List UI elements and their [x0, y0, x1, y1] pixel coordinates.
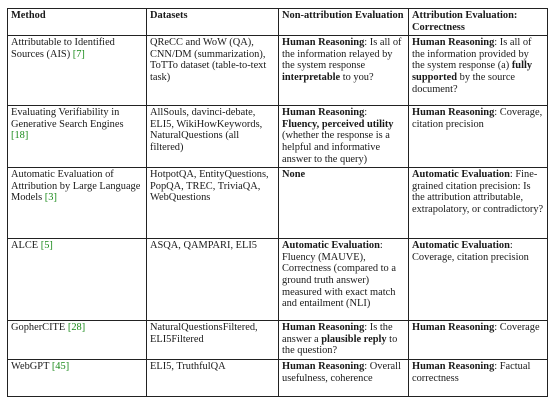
- method-cell: [8, 106, 147, 168]
- method-name: Automatic Evaluation of Attribution by Large Language Models: [11, 169, 141, 204]
- bold-text: Human Reasoning: [412, 37, 495, 49]
- datasets-cell: QReCC and WoW (QA), CNN/DM (summarization), ToTTo dataset (table-to-text task): [147, 36, 279, 106]
- table-row: [8, 36, 548, 106]
- table-row: [8, 359, 548, 396]
- comparison-table: [7, 8, 548, 397]
- attribution-cell: [409, 36, 548, 106]
- bold-text: interpretable: [282, 71, 341, 83]
- table-row: [8, 106, 548, 168]
- bold-text: Human Reasoning: [282, 107, 365, 119]
- text-segment: : Coverage, citation precision: [412, 107, 543, 130]
- text-segment: to you?: [340, 71, 374, 83]
- method-cell: [8, 321, 147, 360]
- datasets-cell: ELI5, TruthfulQA: [147, 359, 279, 396]
- method-name: WebGPT: [11, 360, 50, 372]
- text-segment: by the source document?: [412, 71, 516, 95]
- bold-text: Human Reasoning: [412, 107, 495, 119]
- attribution-cell: [409, 239, 548, 321]
- attribution-cell: [409, 168, 548, 239]
- method-cell: [8, 168, 147, 239]
- text-segment: : Factual correctness: [412, 360, 531, 384]
- method-name: ALCE: [11, 240, 39, 252]
- bold-text: Human Reasoning: [282, 322, 365, 334]
- text-segment: to the question?: [282, 333, 398, 357]
- datasets-cell: AllSouls, davinci-debate, ELI5, WikiHowKeywords, NaturalQuestions (all filtered): [147, 106, 279, 168]
- bold-text: Automatic Evaluation: [412, 240, 510, 252]
- citation-link[interactable]: [7]: [72, 48, 85, 60]
- header-non-attribution: Non-attribution Evaluation: [279, 9, 409, 36]
- non-attribution-cell: [279, 36, 409, 106]
- text-segment: : Fine-grained citation precision: Is the attribution attributable, extrapolatory, or contradictory?: [412, 169, 544, 215]
- header-datasets: Datasets: [147, 9, 279, 36]
- citation-link[interactable]: [18]: [11, 130, 29, 142]
- bold-text: Human Reasoning: [412, 322, 495, 334]
- bold-text: Automatic Evaluation: [282, 240, 380, 252]
- bold-text: Fluency, perceived utility: [282, 118, 394, 130]
- text-segment: :: [364, 107, 368, 119]
- citation-link[interactable]: [3]: [44, 192, 57, 204]
- text-segment: : Is all of the information relayed by the system response: [282, 37, 402, 72]
- bold-text: plausible reply: [321, 333, 387, 345]
- bold-text: Human Reasoning: [412, 360, 495, 372]
- attribution-cell: [409, 321, 548, 360]
- text-segment: : Is the answer a: [282, 322, 393, 345]
- method-name: Attributable to Identified Sources (AIS): [11, 37, 115, 60]
- method-cell: [8, 359, 147, 396]
- attribution-cell: [409, 106, 548, 168]
- bold-text: None: [282, 169, 306, 181]
- non-attribution-cell: [279, 106, 409, 168]
- citation-link[interactable]: [45]: [51, 360, 70, 372]
- table-row: [8, 321, 548, 360]
- text-segment: : Coverage: [494, 322, 540, 334]
- bold-text: fully supported: [412, 60, 533, 83]
- non-attribution-cell: [279, 321, 409, 360]
- datasets-cell: NaturalQuestionsFiltered, ELI5Filtered: [147, 321, 279, 360]
- non-attribution-cell: [279, 168, 409, 239]
- method-cell: [8, 36, 147, 106]
- datasets-cell: ASQA, QAMPARI, ELI5: [147, 239, 279, 321]
- citation-link[interactable]: [5]: [40, 240, 53, 252]
- text-segment: : Coverage, citation precision: [412, 240, 529, 263]
- non-attribution-cell: [279, 359, 409, 396]
- bold-text: Human Reasoning: [282, 360, 365, 372]
- table-header-row: [8, 9, 548, 36]
- table-row: [8, 239, 548, 321]
- header-method: Method: [8, 9, 147, 36]
- datasets-cell: HotpotQA, EntityQuestions, PopQA, TREC, TriviaQA, WebQuestions: [147, 168, 279, 239]
- text-segment: : Fluency (MAUVE), Correctness (compared to a ground truth answer) measured with exact match and entailment (NLI): [282, 240, 396, 310]
- text-segment: (whether the response is a helpful and informative answer to the query): [282, 130, 390, 165]
- table-row: [8, 168, 548, 239]
- non-attribution-cell: [279, 239, 409, 321]
- bold-text: Automatic Evaluation: [412, 169, 510, 181]
- text-segment: : Overall usefulness, coherence: [282, 360, 401, 384]
- method-name: Evaluating Verifiability in Generative Search Engines: [11, 107, 124, 130]
- method-cell: [8, 239, 147, 321]
- citation-link[interactable]: [28]: [67, 322, 86, 334]
- method-name: GopherCITE: [11, 322, 66, 334]
- attribution-cell: [409, 359, 548, 396]
- bold-text: Human Reasoning: [282, 37, 365, 49]
- text-segment: : Is all of the information provided by the system response (a): [412, 37, 532, 72]
- header-attribution: Attribution Evaluation: Correctness: [409, 9, 548, 36]
